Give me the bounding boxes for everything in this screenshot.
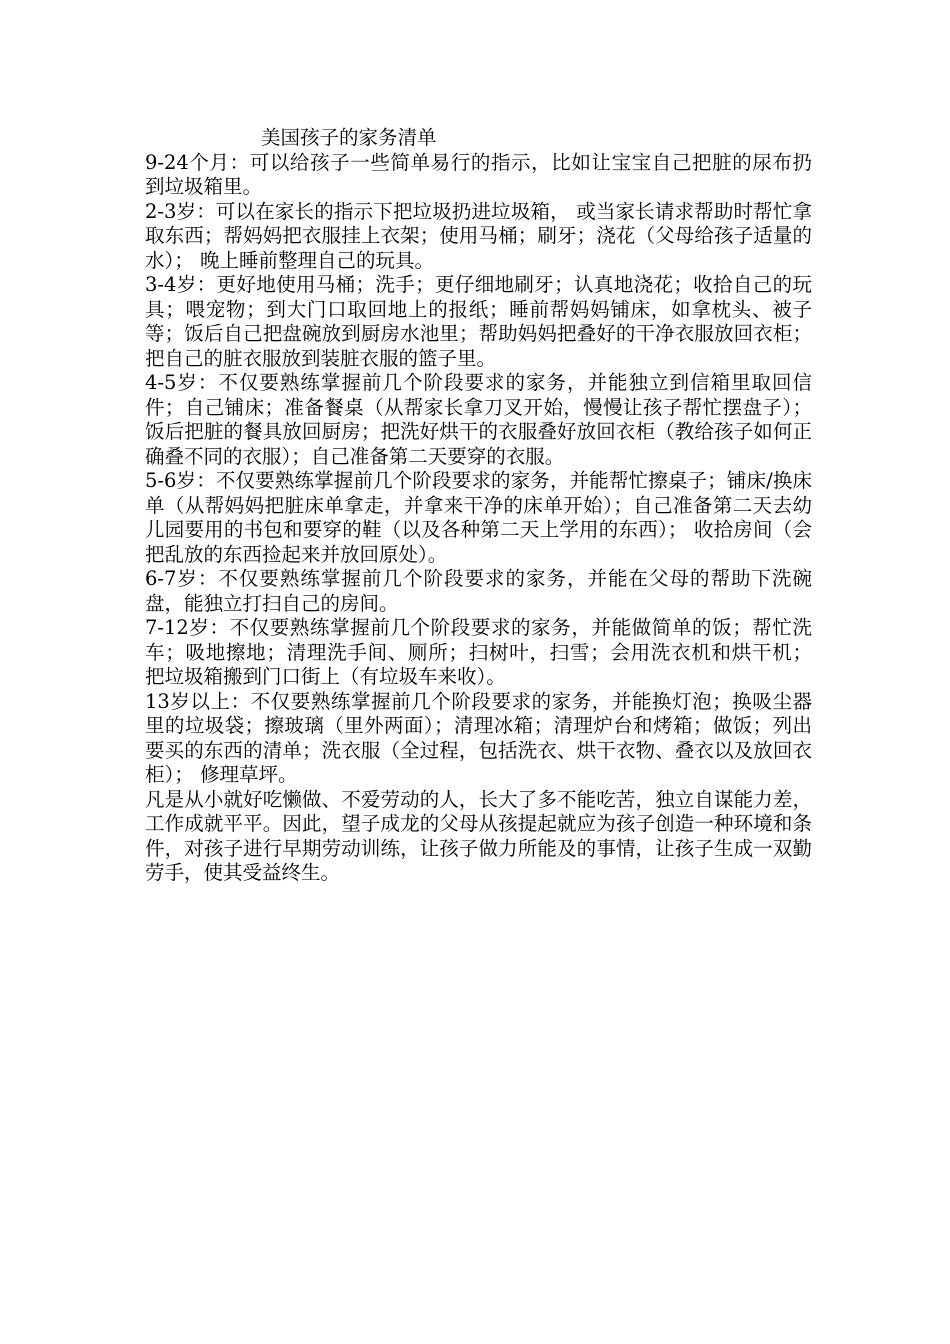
paragraph-age-9-24-months: 9-24个月：可以给孩子一些简单易行的指示，比如让宝宝自己把脏的尿布扔到垃圾箱里。 <box>145 150 812 198</box>
document-body <box>145 126 812 886</box>
paragraph-age-4-5: 4-5岁：不仅要熟练掌握前几个阶段要求的家务，并能独立到信箱里取回信件；自己铺床；准备餐桌（从帮家长拿刀叉开始，慢慢让孩子帮忙摆盘子）；饭后把脏的餐具放回厨房；把洗好烘干的衣服叠好放回衣柜（教给孩子如何正确叠不同的衣服）；自己准备第二天要穿的衣服。 <box>145 371 812 468</box>
paragraph-age-6-7: 6-7岁：不仅要熟练掌握前几个阶段要求的家务，并能在父母的帮助下洗碗盘，能独立打扫自己的房间。 <box>145 567 812 615</box>
paragraph-age-3-4: 3-4岁：更好地使用马桶；洗手；更仔细地刷牙；认真地浇花；收拾自己的玩具；喂宠物；到大门口取回地上的报纸；睡前帮妈妈铺床，如拿枕头、被子等；饭后自己把盘碗放到厨房水池里；帮助妈妈把叠好的干净衣服放回衣柜；把自己的脏衣服放到装脏衣服的篮子里。 <box>145 273 812 370</box>
paragraph-age-13-plus: 13岁以上：不仅要熟练掌握前几个阶段要求的家务，并能换灯泡；换吸尘器里的垃圾袋；擦玻璃（里外两面）；清理冰箱；清理炉台和烤箱；做饭；列出要买的东西的清单；洗衣服（全过程，包括洗衣、烘干衣物、叠衣以及放回衣柜）； 修理草坪。 <box>145 689 812 786</box>
paragraph-age-7-12: 7-12岁：不仅要熟练掌握前几个阶段要求的家务，并能做简单的饭；帮忙洗车；吸地擦地；清理洗手间、厕所；扫树叶，扫雪；会用洗衣机和烘干机； 把垃圾箱搬到门口街上（有垃圾车来收）。 <box>145 616 812 688</box>
paragraph-age-2-3: 2-3岁：可以在家长的指示下把垃圾扔进垃圾箱， 或当家长请求帮助时帮忙拿取东西；帮妈妈把衣服挂上衣架；使用马桶；刷牙；浇花（父母给孩子适量的水）； 晚上睡前整理自己的玩具。 <box>145 199 812 272</box>
paragraph-age-5-6: 5-6岁：不仅要熟练掌握前几个阶段要求的家务，并能帮忙擦桌子；铺床/换床单（从帮妈妈把脏床单拿走，并拿来干净的床单开始）；自己准备第二天去幼儿园要用的书包和要穿的鞋（以及各种第二天上学用的东西）； 收拾房间（会把乱放的东西捡起来并放回原处）。 <box>145 469 812 566</box>
document-title: 美国孩子的家务清单 <box>261 126 437 149</box>
paragraph-conclusion: 凡是从小就好吃懒做、不爱劳动的人，长大了多不能吃苦，独立自谋能力差，工作成就平平。因此，望子成龙的父母从孩提起就应为孩子创造一种环境和条件，对孩子进行早期劳动训练，让孩子做力所能及的事情，让孩子生成一双勤劳手，使其受益终生。 <box>145 787 812 884</box>
